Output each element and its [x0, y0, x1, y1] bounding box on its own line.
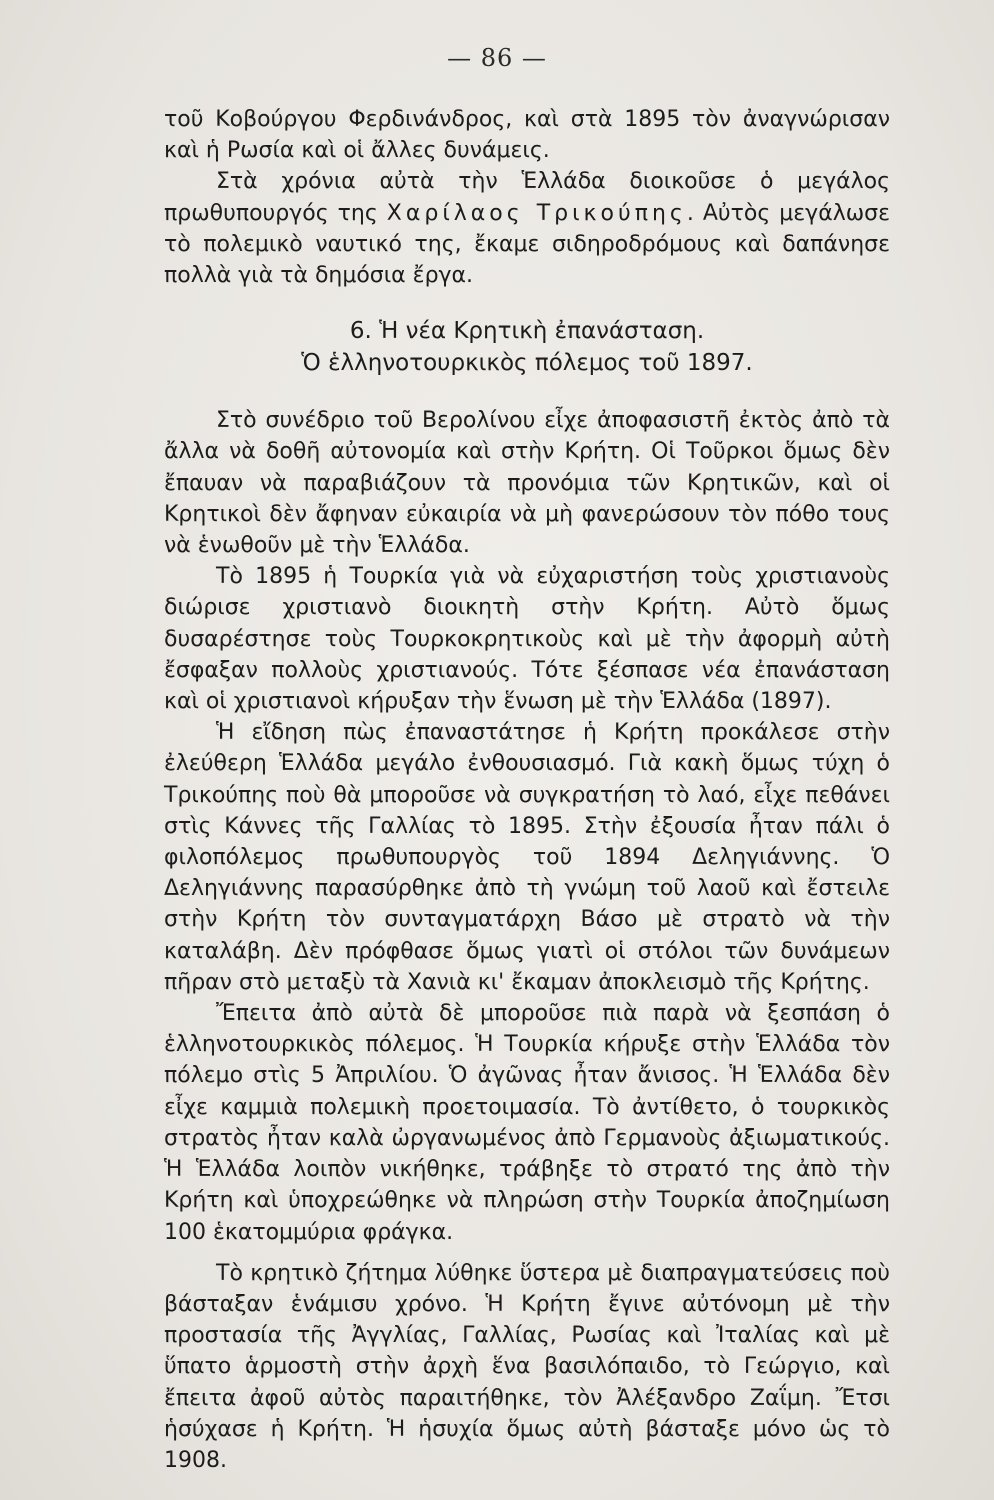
- spaced-name-trikoupis: Χαρίλαος Τρικούπης: [386, 200, 687, 226]
- section-heading: [164, 315, 890, 379]
- paragraph-trikoupis-part1: Στὰ χρόνια αὐτὰ τὴν Ἑλλάδα διοικοῦσε ὁ μεγάλος πρωθυπουργός της: [164, 169, 890, 226]
- paragraph-war: Ἔπειτα ἀπὸ αὐτὰ δὲ μποροῦσε πιὰ παρὰ νὰ ξεσπάση ὁ ἑλληνοτουρκικὸς πόλεμος. Ἡ Τουρκία κήρυξε στὴν Ἑλλάδα τὸν πόλεμο στὶς 5 Ἀπριλίου. Ὁ ἀγῶνας ἦταν ἄνισος. Ἡ Ἑλλάδα δὲν εἶχε καμμιὰ πολεμικὴ προετοιμασία. Τὸ ἀντίθετο, ὁ τουρκικὸς στρατὸς ἦταν καλὰ ὠργανωμένος ἀπὸ Γερμανοὺς ἀξιωματικούς. Ἡ Ἑλλάδα λοιπὸν νικήθηκε, τράβηξε τὸ στρατό της ἀπὸ τὴν Κρήτη καὶ ὑποχρεώθηκε νὰ πληρώση στὴν Τουρκία ἀποζημίωση 100 ἑκατομμύρια φράγκα.: [164, 1001, 890, 1245]
- paragraph-1895-governor: Τὸ 1895 ἡ Τουρκία γιὰ νὰ εὐχαριστήση τοὺς χριστιανοὺς διώρισε χριστιανὸ διοικητὴ στὴν Κρήτη. Αὐτὸ ὅμως δυσαρέστησε τοὺς Τουρκοκρητικοὺς καὶ μὲ τὴν ἀφορμὴ αὐτὴ ἔσφαξαν πολλοὺς χριστιανούς. Τότε ξέσπασε νέα ἐπανάσταση καὶ οἱ χριστιανοὶ κήρυξαν τὴν ἕνωση μὲ τὴν Ἑλλάδα (1897).: [164, 564, 890, 715]
- paragraph-berlin-congress: Στὸ συνέδριο τοῦ Βερολίνου εἶχε ἀποφασιστῆ ἐκτὸς ἀπὸ τὰ ἄλλα νὰ δοθῆ αὐτονομία καὶ στὴν Κρήτη. Οἱ Τοῦρκοι ὅμως δὲν ἔπαυαν νὰ παραβιάζουν τὰ προνόμια τῶν Κρητικῶν, καὶ οἱ Κρητικοὶ δὲν ἄφηναν εὐκαιρία νὰ μὴ φανερώσουν τὸν πόθο τους νὰ ἑνωθοῦν μὲ τὴν Ἑλλάδα.: [164, 408, 890, 559]
- paragraph-gap: [164, 1248, 890, 1258]
- section-heading-line1: 6. Ἡ νέα Κρητικὴ ἐπανάσταση.: [349, 318, 705, 345]
- section-heading-line2: Ὁ ἑλληνοτουρκικὸς πόλεμος τοῦ 1897.: [301, 350, 753, 377]
- body-text: [164, 104, 890, 1476]
- paragraph-cretan-question: Τὸ κρητικὸ ζήτημα λύθηκε ὕστερα μὲ διαπραγματεύσεις ποὺ βάσταξαν ἑνάμισυ χρόνο. Ἡ Κρήτη ἔγινε αὐτόνομη μὲ τὴν προστασία τῆς Ἀγγλίας, Γαλλίας, Ρωσίας καὶ Ἰταλίας καὶ μὲ ὕπατο ἁρμοστὴ στὴν ἀρχὴ ἕνα βασιλόπαιδο, τὸ Γεώργιο, καὶ ἔπειτα ἀφοῦ αὐτὸς παραιτήθηκε, τὸν Ἀλέξανδρο Ζαΐμη. Ἔτσι ἡσύχασε ἡ Κρήτη. Ἡ ἡσυχία ὅμως αὐτὴ βάσταξε μόνο ὡς τὸ 1908.: [164, 1260, 890, 1473]
- page-number: — 86 —: [447, 44, 547, 72]
- paragraph-trikoupis: [164, 166, 890, 291]
- paragraph-continuation: τοῦ Κοβούργου Φερδινάνδρος, καὶ στὰ 1895 τὸν ἀναγνώρισαν καὶ ἡ Ρωσία καὶ οἱ ἄλλες δυνάμεις.: [164, 107, 890, 164]
- paragraph-trikoupis-part2: . Αὐτὸς μεγάλωσε τὸ πολεμικὸ ναυτικό της, ἔκαμε σιδηροδρόμους καὶ δαπάνησε πολλὰ γιὰ τὰ δημόσια ἔργα.: [164, 200, 890, 289]
- paragraph-enthusiasm: Ἡ εἴδηση πὼς ἐπαναστάτησε ἡ Κρήτη προκάλεσε στὴν ἐλεύθερη Ἑλλάδα μεγάλο ἐνθουσιασμό. Γιὰ κακὴ ὅμως τύχη ὁ Τρικούπης ποὺ θὰ μποροῦσε νὰ συγκρατήση τὸ λαό, εἶχε πεθάνει στὶς Κάννες τῆς Γαλλίας τὸ 1895. Στὴν ἐξουσία ἦταν πάλι ὁ φιλοπόλεμος πρωθυπουργὸς τοῦ 1894 Δεληγιάννης. Ὁ Δεληγιάννης παρασύρθηκε ἀπὸ τὴ γνώμη τοῦ λαοῦ καὶ ἔστειλε στὴν Κρήτη τὸν συνταγματάρχη Βάσο μὲ στρατὸ νὰ τὴν καταλάβη. Δὲν πρόφθασε ὅμως γιατὶ οἱ στόλοι τῶν δυνάμεων πῆραν στὸ μεταξὺ τὰ Χανιὰ κι' ἔκαμαν ἀποκλεισμὸ τῆς Κρήτης.: [164, 720, 890, 995]
